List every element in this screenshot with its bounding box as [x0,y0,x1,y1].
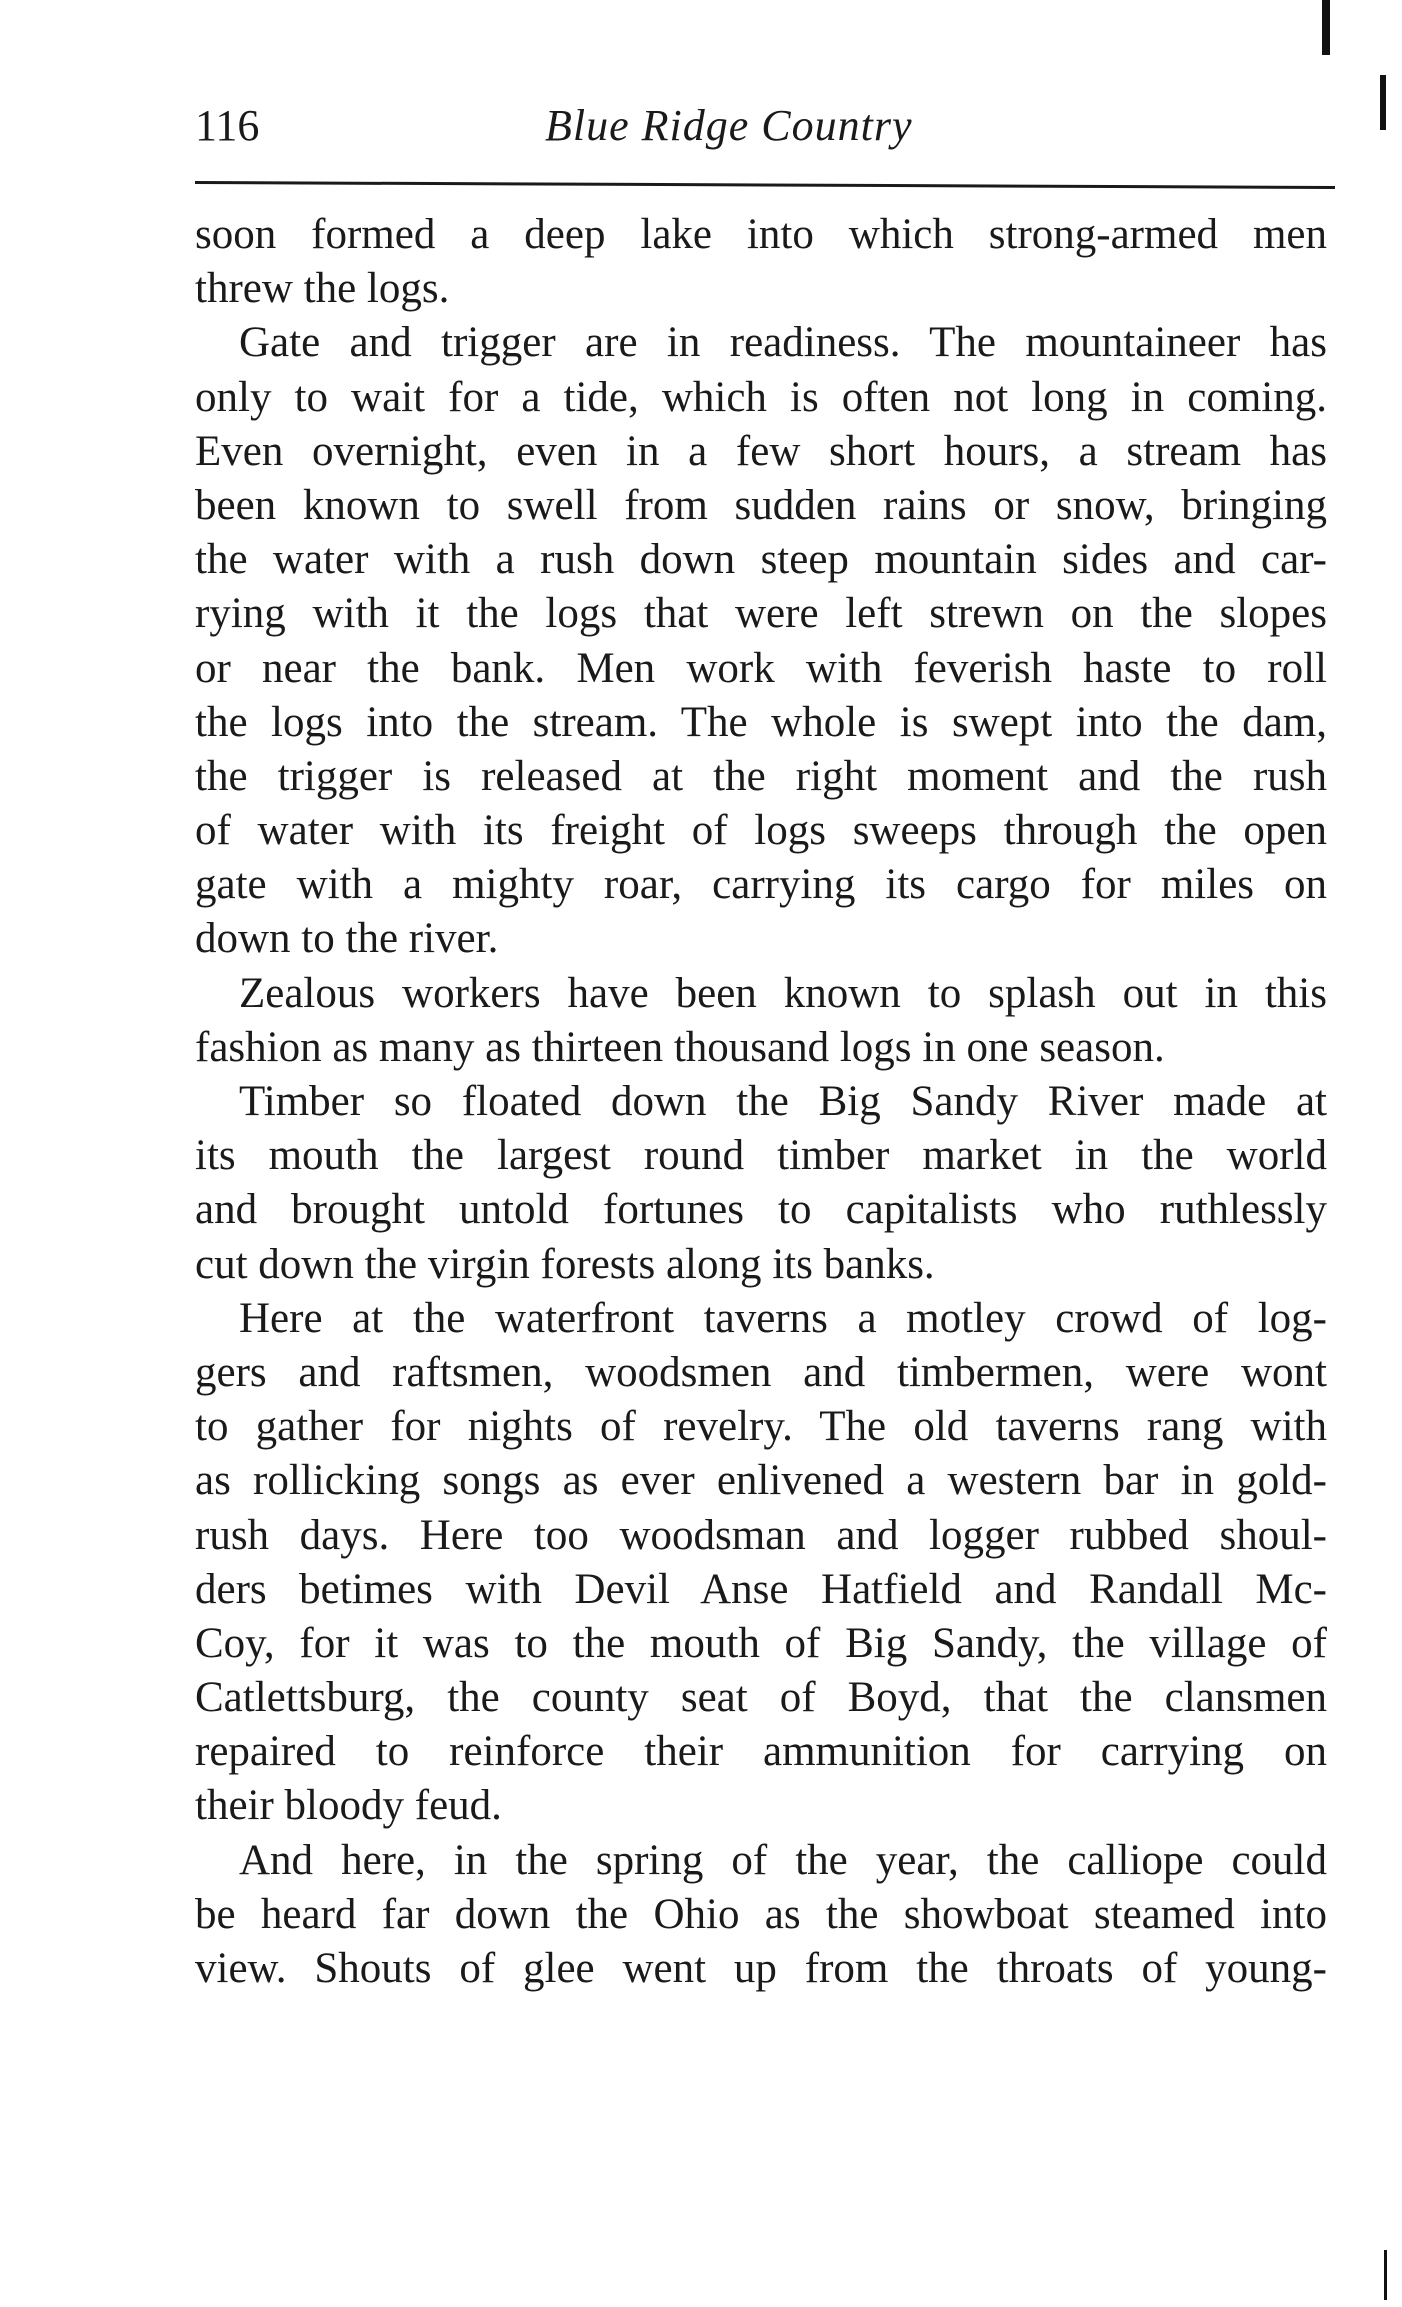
text-line: to gather for nights of revelry. The old taverns rang with [195,1403,1327,1451]
scan-edge-mark [1322,0,1330,55]
text-line: the trigger is released at the right moment and the rush [195,752,1327,800]
text-line: ders betimes with Devil Anse Hatfield and Randall Mc- [195,1565,1327,1613]
text-line: the water with a rush down steep mountain sides and car- [195,536,1327,584]
text-line: only to wait for a tide, which is often not long in coming. [195,373,1327,421]
text-line: gate with a mighty roar, carrying its cargo for miles on [195,861,1327,909]
text-line: Zealous workers have been known to splash out in this [239,969,1327,1017]
text-line: Coy, for it was to the mouth of Big Sandy, the village of [195,1619,1327,1667]
text-line: or near the bank. Men work with feverish haste to roll [195,644,1327,692]
text-line: be heard far down the Ohio as the showboat steamed into [195,1890,1327,1938]
text-line: gers and raftsmen, woodsmen and timbermen, were wont [195,1348,1327,1396]
scan-edge-mark [1380,75,1386,130]
text-line: cut down the virgin forests along its banks. [195,1240,935,1288]
page-number: 116 [195,101,260,150]
text-line: been known to swell from sudden rains or snow, bringing [195,481,1327,529]
text-line: down to the river. [195,915,499,963]
text-line: Here at the waterfront taverns a motley crowd of log- [239,1294,1327,1342]
text-line: threw the logs. [195,265,450,313]
body-text [195,208,1327,1996]
running-header [195,100,1330,160]
text-line: its mouth the largest round timber market in the world [195,1132,1327,1180]
header-rule [195,181,1335,189]
scan-edge-mark [1384,2250,1387,2300]
text-line: view. Shouts of glee went up from the throats of young- [195,1945,1327,1992]
text-line: as rollicking songs as ever enlivened a western bar in gold- [195,1457,1327,1505]
text-line: rying with it the logs that were left strewn on the slopes [195,590,1327,638]
text-line: And here, in the spring of the year, the calliope could [239,1836,1327,1884]
text-line: rush days. Here too woodsman and logger rubbed shoul- [195,1511,1327,1559]
text-line: the logs into the stream. The whole is swept into the dam, [195,698,1327,746]
text-line: Catlettsburg, the county seat of Boyd, that the clansmen [195,1674,1327,1722]
running-title: Blue Ridge Country [545,101,913,150]
text-line: of water with its freight of logs sweeps through the open [195,807,1327,855]
text-line: their bloody feud. [195,1782,502,1830]
text-line: fashion as many as thirteen thousand logs in one season. [195,1023,1165,1071]
text-line: Even overnight, even in a few short hours, a stream has [195,427,1327,475]
text-line: Timber so floated down the Big Sandy River made at [239,1078,1327,1125]
text-line: soon formed a deep lake into which strong-armed men [195,211,1327,258]
text-line: repaired to reinforce their ammunition for carrying on [195,1728,1327,1776]
text-line: and brought untold fortunes to capitalists who ruthlessly [195,1186,1327,1234]
text-line: Gate and trigger are in readiness. The mountaineer has [239,319,1327,367]
